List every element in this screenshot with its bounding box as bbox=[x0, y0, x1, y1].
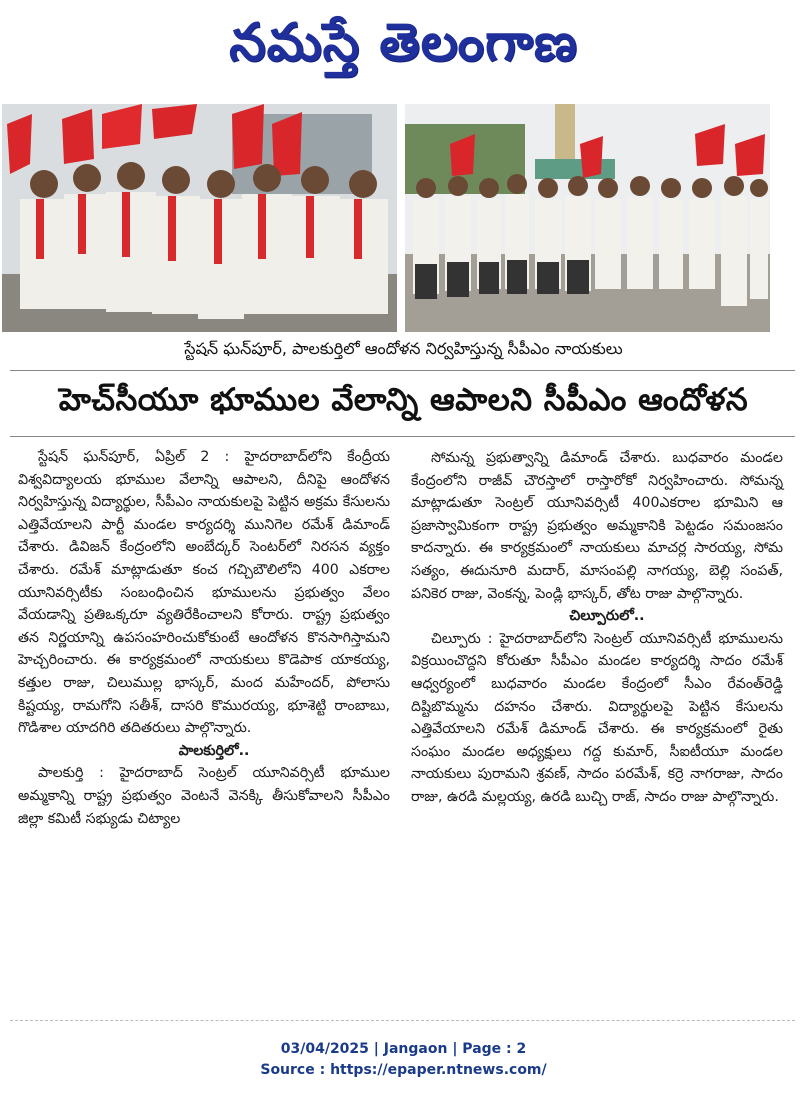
article-headline: హెచ్‌సీయూ భూముల వేలాన్ని ఆపాలని సీపీఎం ఆందోళన bbox=[58, 382, 749, 418]
article-paragraph: చిల్పూరు : హైదరాబాద్‌లోని సెంట్రల్ యూనివర్సిటీ భూములను విక్రయించొద్దని కోరుతూ సీపీఎం మండల కార్యదర్శి సాదం రమేశ్ ఆధ్వర్యంలో బుధవారం మండల కేంద్రంలో సీఎం రేవంత్‌రెడ్డి దిష్టిబొమ్మను దహనం చేశారు. విద్యార్థులపై పెట్టిన కేసులను ఎత్తివేయాలని రమేశ్ డిమాండ్ చేశారు. ఈ కార్యక్రమంలో రైతు సంఘం మండల అధ్యక్షులు గద్ద కుమార్, సీఐటీయూ మండల నాయకులు పురామని శ్రవణ్, సాదం పరమేశ్, కర్రె నాగరాజు, సాదం రాజు, ఉరడి మల్లయ్య, ఉరడి బుచ్చి రాజ్, సాదం రాజు పాల్గొన్నారు. bbox=[411, 630, 783, 805]
divider bbox=[10, 436, 795, 437]
footer-source-link[interactable]: Source : https://epaper.ntnews.com/ bbox=[260, 1062, 547, 1078]
masthead-title: నమస్తే తెలంగాణ bbox=[229, 13, 578, 73]
protest-photo-right bbox=[405, 104, 770, 332]
article-paragraph: పాలకుర్తి : హైదరాబాద్ సెంట్రల్ యూనివర్సిటీ భూముల అమ్మకాన్ని రాష్ట్ర ప్రభుత్వం వెంటనే వెనక్కి తీసుకోవాలని సీపీఎం జిల్లా కమిటీ సభ్యుడు చిట్యాల bbox=[18, 765, 390, 827]
article-paragraph: స్టేషన్ ఘన్‌పూర్, ఏప్రిల్ 2 : హైదరాబాద్‌లోని కేంద్రీయ విశ్వవిద్యాలయ భూముల వేలాన్ని ఆపాలని, దీనిపై ఆందోళన నిర్వహిస్తున్న విద్యార్థుల, సీపీఎం నాయకులపై పెట్టిన అక్రమ కేసులను ఎత్తివేయాలని పార్టీ మండల కార్యదర్శి మునిగెల రమేశ్ డిమాండ్ చేశారు. డివిజన్ కేంద్రంలోని అంబేద్కర్ సెంటర్‌లో నిరసన వ్యక్తం చేశారు. రమేశ్ మాట్లాడుతూ కంచ గచ్చిబౌలిలోని 400 ఎకరాల యూనివర్సిటీకు సంబంధించిన భూములను ప్రభుత్వం వేలం వేయడాన్ని ప్రతిఒక్కరూ వ్యతిరేకించాలని కోరారు. రాష్ట్ర ప్రభుత్వం తన నిర్ణయాన్ని ఉపసంహరించుకోకుంటే ఆందోళన కొనసాగిస్తామని హెచ్చరించారు. ఈ కార్యక్రమంలో నాయకులు కొడెపాక యాకయ్య, కత్తుల రాజు, చిలుముల్ల భాస్కర్, మంద మహేందర్, పోలాసు కిష్టయ్య, రామగోని సతీశ్, దాసరి కొమురయ్య, భూశెట్టి రాంబాబు, గొడిశాల యాదగిరి తదితరులు పాల్గొన్నారు. bbox=[18, 449, 390, 737]
article-paragraph: సోమన్న ప్రభుత్వాన్ని డిమాండ్ చేశారు. బుధవారం మండల కేంద్రంలోని రాజీవ్ చౌరస్తాలో రాస్తారోకో నిర్వహించారు. సోమన్న మాట్లాడుతూ సెంట్రల్ యూనివర్సిటీ 400ఎకరాల భూమిని ఆ ప్రజాస్వామికంగా రాష్ట్ర ప్రభుత్వం అమ్మకానికి పెట్టడం సమంజసం కాదన్నారు. ఈ కార్యక్రమంలో నాయకులు మాచర్ల సారయ్య, సోమ సత్యం, ఈదునూరి మదార్, మాసంపల్లి నాగయ్య, బెల్లి సంపత్, పనికెర రాజు, వెంకన్న, పెండ్లి భాస్కర్, తోట రాజు పాల్గొన్నారు. bbox=[411, 450, 783, 602]
section-subheading: పాలకుర్తిలో.. bbox=[178, 742, 250, 759]
article-column-left bbox=[18, 446, 390, 830]
section-subheading: చిల్పూరులో.. bbox=[569, 608, 645, 625]
protest-photo-left bbox=[2, 104, 397, 332]
footer-date-edition: 03/04/2025 | Jangaon | Page : 2 bbox=[280, 1041, 527, 1057]
footer-divider bbox=[10, 1020, 795, 1021]
divider bbox=[10, 370, 795, 371]
photo-caption: స్టేషన్ ఘన్‌పూర్, పాలకుర్తిలో ఆందోళన నిర్వహిస్తున్న సీపీఎం నాయకులు bbox=[184, 339, 623, 358]
article-column-right bbox=[411, 447, 783, 809]
